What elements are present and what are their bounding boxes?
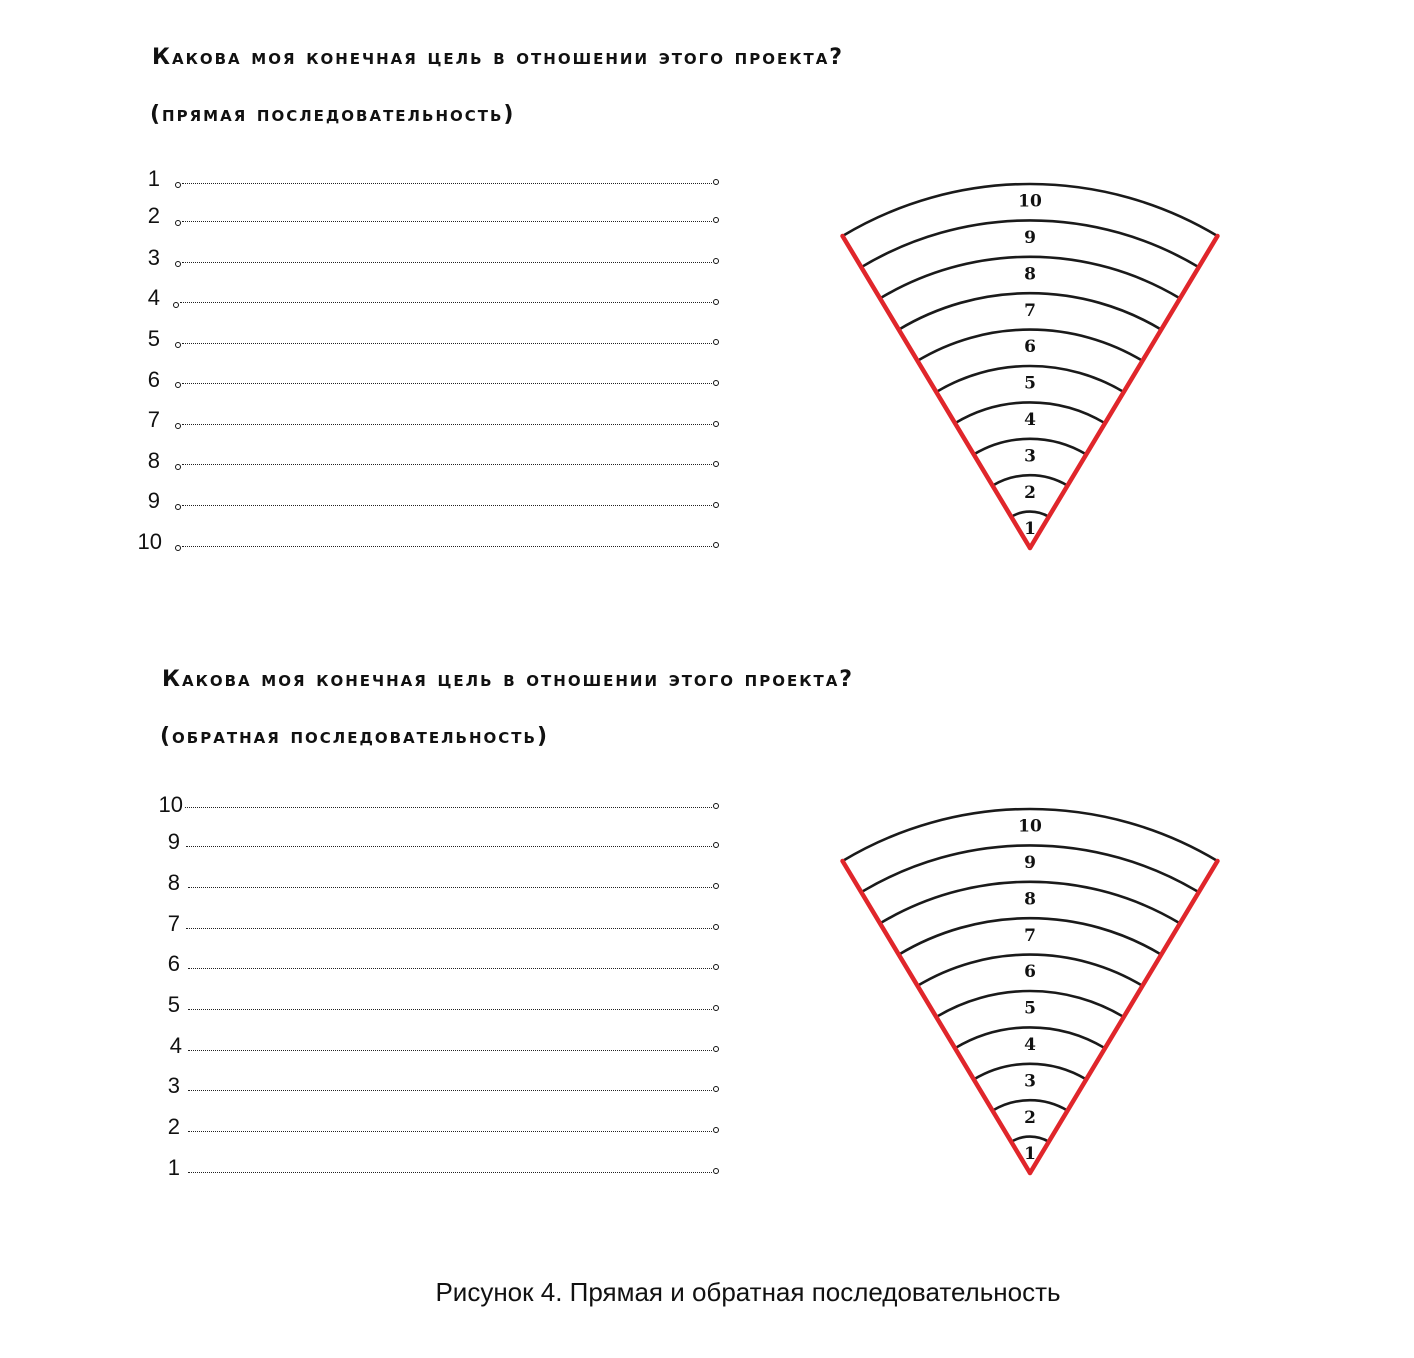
fan-level-label: 8 [1024,264,1036,285]
answer-line[interactable] [188,968,712,969]
answer-line[interactable] [182,505,712,506]
line-number: 4 [169,1033,182,1058]
line-end-dot [713,1086,719,1092]
section-2-title: Какова моя конечная цель в отношении этого проекта? [162,667,855,692]
sequence-fan-diagram [830,140,1230,560]
fan-level-label: 3 [1024,1071,1036,1092]
answer-line[interactable] [182,221,712,222]
answer-line[interactable] [188,1090,712,1091]
line-end-dot [713,1127,719,1133]
sequence-fan-diagram [830,765,1230,1185]
fan-level-label: 4 [1024,1034,1036,1055]
answer-line[interactable] [180,302,712,303]
line-number: 6 [147,367,160,392]
fan-right-edge [1030,236,1217,548]
answer-line[interactable] [186,846,712,847]
fan-level-label: 1 [1024,1144,1036,1165]
line-end-dot [713,883,719,889]
line-number: 8 [147,448,160,473]
line-end-dot [713,299,719,305]
answer-line[interactable] [188,1172,712,1173]
line-start-dot [175,342,181,348]
fan-left-edge [843,236,1030,548]
answer-line[interactable] [186,928,712,929]
line-end-dot [713,1046,719,1052]
line-end-dot [713,380,719,386]
fan-level-label: 10 [1018,191,1042,212]
line-number: 5 [167,992,180,1017]
fan-level-label: 6 [1024,962,1036,983]
line-end-dot [713,258,719,264]
fan-level-label: 2 [1024,1107,1036,1128]
fan-level-label: 2 [1024,482,1036,503]
fan-arc-1 [1011,1137,1048,1142]
line-number: 8 [167,870,180,895]
fan-level-label: 4 [1024,409,1036,430]
line-end-dot [713,1168,719,1174]
line-start-dot [175,382,181,388]
line-number: 6 [167,951,180,976]
line-end-dot [713,842,719,848]
fan-level-label: 6 [1024,337,1036,358]
answer-line[interactable] [185,807,712,808]
answer-line[interactable] [188,1009,712,1010]
fan-level-label: 1 [1024,519,1036,540]
line-number: 2 [167,1114,180,1139]
line-number: 1 [147,166,160,191]
line-number: 4 [147,285,160,310]
section-1-subtitle: (прямая последовательность) [150,102,516,127]
line-number: 9 [167,829,180,854]
answer-line[interactable] [182,424,712,425]
line-end-dot [713,421,719,427]
answer-line[interactable] [182,343,712,344]
line-number: 3 [147,245,160,270]
answer-line[interactable] [182,464,712,465]
line-end-dot [713,964,719,970]
line-end-dot [713,1005,719,1011]
fan-level-label: 9 [1024,852,1036,873]
answer-line[interactable] [188,1131,712,1132]
line-end-dot [713,542,719,548]
line-start-dot [175,504,181,510]
fan-level-label: 8 [1024,889,1036,910]
line-number: 10 [137,529,162,554]
line-start-dot [175,423,181,429]
section-2-subtitle: (обратная последовательность) [160,724,550,749]
line-end-dot [713,461,719,467]
answer-line[interactable] [182,183,712,184]
fan-level-label: 10 [1018,816,1042,837]
answer-line[interactable] [188,1050,712,1051]
answer-line[interactable] [182,262,712,263]
line-number: 10 [158,792,183,817]
line-end-dot [713,217,719,223]
answer-line[interactable] [182,546,712,547]
section-1-title: Какова моя конечная цель в отношении этого проекта? [152,45,845,70]
line-number: 7 [147,407,160,432]
line-number: 3 [167,1073,180,1098]
line-start-dot [175,464,181,470]
line-start-dot [175,182,181,188]
line-number: 2 [147,203,160,228]
figure-caption: Рисунок 4. Прямая и обратная последовательность [435,1277,1061,1307]
line-end-dot [713,924,719,930]
fan-right-edge [1030,861,1217,1173]
line-start-dot [175,545,181,551]
fan-arc-1 [1011,512,1048,517]
fan-level-label: 7 [1024,300,1036,321]
fan-level-label: 3 [1024,446,1036,467]
fan-level-label: 5 [1024,373,1036,394]
fan-level-label: 7 [1024,925,1036,946]
line-start-dot [175,261,181,267]
fan-left-edge [843,861,1030,1173]
answer-line[interactable] [188,887,712,888]
line-number: 9 [147,488,160,513]
line-number: 1 [167,1155,180,1180]
line-end-dot [713,502,719,508]
fan-level-label: 9 [1024,227,1036,248]
line-start-dot [173,302,179,308]
fan-level-label: 5 [1024,998,1036,1019]
line-end-dot [713,339,719,345]
line-number: 7 [167,911,180,936]
line-end-dot [713,179,719,185]
answer-line[interactable] [182,383,712,384]
line-number: 5 [147,326,160,351]
line-end-dot [713,803,719,809]
line-start-dot [175,220,181,226]
